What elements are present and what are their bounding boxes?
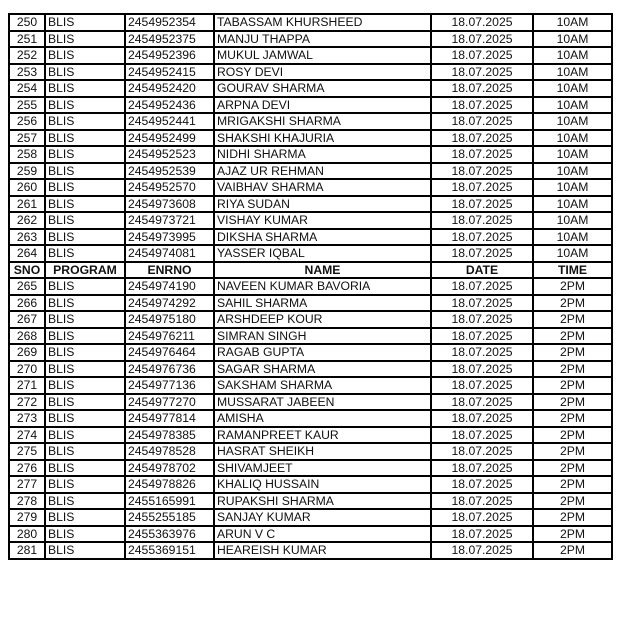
cell-sno: 261 xyxy=(9,196,45,213)
cell-program: BLIS xyxy=(45,460,125,477)
cell-sno: 263 xyxy=(9,229,45,246)
cell-program: BLIS xyxy=(45,278,125,295)
cell-name: SANJAY KUMAR xyxy=(214,509,431,526)
cell-time: 2PM xyxy=(533,443,612,460)
cell-sno: 273 xyxy=(9,410,45,427)
cell-date: 18.07.2025 xyxy=(431,377,533,394)
cell-date: 18.07.2025 xyxy=(431,509,533,526)
cell-date: 18.07.2025 xyxy=(431,427,533,444)
cell-name: HEAREISH KUMAR xyxy=(214,542,431,559)
cell-program: BLIS xyxy=(45,493,125,510)
cell-program: BLIS xyxy=(45,196,125,213)
cell-time: 10AM xyxy=(533,229,612,246)
cell-enrno: 2455255185 xyxy=(125,509,214,526)
cell-program: BLIS xyxy=(45,509,125,526)
cell-date: 18.07.2025 xyxy=(431,163,533,180)
cell-sno: 268 xyxy=(9,328,45,345)
cell-sno: 278 xyxy=(9,493,45,510)
cell-program: BLIS xyxy=(45,229,125,246)
cell-date: 18.07.2025 xyxy=(431,410,533,427)
cell-time: 2PM xyxy=(533,476,612,493)
cell-time: 2PM xyxy=(533,460,612,477)
cell-sno: 272 xyxy=(9,394,45,411)
table-row xyxy=(9,31,612,48)
cell-sno: 250 xyxy=(9,14,45,31)
cell-sno: 267 xyxy=(9,311,45,328)
cell-enrno: 2454973995 xyxy=(125,229,214,246)
cell-program: BLIS xyxy=(45,212,125,229)
cell-time: 10AM xyxy=(533,179,612,196)
cell-date: 18.07.2025 xyxy=(431,526,533,543)
cell-time: 2PM xyxy=(533,361,612,378)
table-row xyxy=(9,427,612,444)
cell-time: 2PM xyxy=(533,394,612,411)
table-row xyxy=(9,64,612,81)
cell-sno: 277 xyxy=(9,476,45,493)
cell-enrno: 2454978702 xyxy=(125,460,214,477)
rows-2pm-group xyxy=(9,278,612,559)
cell-enrno: 2454952570 xyxy=(125,179,214,196)
cell-time: 10AM xyxy=(533,245,612,262)
cell-program: BLIS xyxy=(45,179,125,196)
cell-date: 18.07.2025 xyxy=(431,493,533,510)
cell-program: BLIS xyxy=(45,14,125,31)
cell-sno: 266 xyxy=(9,295,45,312)
cell-sno: 259 xyxy=(9,163,45,180)
cell-time: 2PM xyxy=(533,328,612,345)
table-row xyxy=(9,311,612,328)
cell-time: 10AM xyxy=(533,80,612,97)
cell-enrno: 2454975180 xyxy=(125,311,214,328)
cell-enrno: 2454974081 xyxy=(125,245,214,262)
cell-sno: 257 xyxy=(9,130,45,147)
table-row xyxy=(9,146,612,163)
cell-name: AMISHA xyxy=(214,410,431,427)
cell-program: BLIS xyxy=(45,245,125,262)
cell-sno: 274 xyxy=(9,427,45,444)
cell-date: 18.07.2025 xyxy=(431,97,533,114)
table-row xyxy=(9,212,612,229)
cell-time: 10AM xyxy=(533,163,612,180)
cell-time: 2PM xyxy=(533,427,612,444)
cell-name: RAGAB GUPTA xyxy=(214,344,431,361)
cell-time: 10AM xyxy=(533,212,612,229)
cell-name: MUKUL JAMWAL xyxy=(214,47,431,64)
cell-enrno: 2455165991 xyxy=(125,493,214,510)
cell-program: BLIS xyxy=(45,361,125,378)
cell-program: BLIS xyxy=(45,47,125,64)
cell-name: VISHAY KUMAR xyxy=(214,212,431,229)
cell-sno: 253 xyxy=(9,64,45,81)
header-time: TIME xyxy=(533,262,612,279)
cell-enrno: 2454977814 xyxy=(125,410,214,427)
cell-name: GOURAV SHARMA xyxy=(214,80,431,97)
cell-sno: 269 xyxy=(9,344,45,361)
table-row xyxy=(9,361,612,378)
cell-program: BLIS xyxy=(45,130,125,147)
cell-program: BLIS xyxy=(45,295,125,312)
cell-date: 18.07.2025 xyxy=(431,179,533,196)
cell-program: BLIS xyxy=(45,377,125,394)
table-row xyxy=(9,14,612,31)
table-row xyxy=(9,80,612,97)
cell-sno: 260 xyxy=(9,179,45,196)
cell-program: BLIS xyxy=(45,443,125,460)
cell-program: BLIS xyxy=(45,31,125,48)
cell-program: BLIS xyxy=(45,97,125,114)
cell-program: BLIS xyxy=(45,394,125,411)
cell-program: BLIS xyxy=(45,311,125,328)
table-row xyxy=(9,410,612,427)
cell-name: TABASSAM KHURSHEED xyxy=(214,14,431,31)
cell-date: 18.07.2025 xyxy=(431,311,533,328)
cell-date: 18.07.2025 xyxy=(431,196,533,213)
header-enrno: ENRNO xyxy=(125,262,214,279)
cell-sno: 254 xyxy=(9,80,45,97)
cell-program: BLIS xyxy=(45,113,125,130)
cell-enrno: 2454974190 xyxy=(125,278,214,295)
cell-enrno: 2454976464 xyxy=(125,344,214,361)
cell-sno: 255 xyxy=(9,97,45,114)
cell-program: BLIS xyxy=(45,410,125,427)
table-row xyxy=(9,476,612,493)
cell-sno: 251 xyxy=(9,31,45,48)
cell-date: 18.07.2025 xyxy=(431,14,533,31)
cell-enrno: 2454952499 xyxy=(125,130,214,147)
cell-date: 18.07.2025 xyxy=(431,113,533,130)
cell-enrno: 2454976736 xyxy=(125,361,214,378)
cell-name: MRIGAKSHI SHARMA xyxy=(214,113,431,130)
table-row xyxy=(9,526,612,543)
cell-sno: 275 xyxy=(9,443,45,460)
cell-time: 10AM xyxy=(533,14,612,31)
header-date: DATE xyxy=(431,262,533,279)
cell-name: RUPAKSHI SHARMA xyxy=(214,493,431,510)
cell-name: ARSHDEEP KOUR xyxy=(214,311,431,328)
cell-date: 18.07.2025 xyxy=(431,344,533,361)
cell-date: 18.07.2025 xyxy=(431,295,533,312)
cell-enrno: 2454952396 xyxy=(125,47,214,64)
cell-sno: 258 xyxy=(9,146,45,163)
cell-time: 2PM xyxy=(533,526,612,543)
cell-enrno: 2454973608 xyxy=(125,196,214,213)
cell-date: 18.07.2025 xyxy=(431,394,533,411)
cell-time: 10AM xyxy=(533,47,612,64)
cell-date: 18.07.2025 xyxy=(431,47,533,64)
cell-date: 18.07.2025 xyxy=(431,278,533,295)
cell-date: 18.07.2025 xyxy=(431,229,533,246)
cell-date: 18.07.2025 xyxy=(431,328,533,345)
cell-time: 10AM xyxy=(533,113,612,130)
cell-program: BLIS xyxy=(45,328,125,345)
table-row xyxy=(9,493,612,510)
cell-name: SHAKSHI KHAJURIA xyxy=(214,130,431,147)
cell-program: BLIS xyxy=(45,476,125,493)
cell-name: ARPNA DEVI xyxy=(214,97,431,114)
cell-time: 2PM xyxy=(533,377,612,394)
cell-name: VAIBHAV SHARMA xyxy=(214,179,431,196)
cell-program: BLIS xyxy=(45,344,125,361)
cell-enrno: 2454978826 xyxy=(125,476,214,493)
cell-enrno: 2454952441 xyxy=(125,113,214,130)
cell-enrno: 2454952539 xyxy=(125,163,214,180)
cell-name: SAHIL SHARMA xyxy=(214,295,431,312)
cell-name: MANJU THAPPA xyxy=(214,31,431,48)
header-row xyxy=(9,262,612,279)
cell-program: BLIS xyxy=(45,146,125,163)
cell-enrno: 2454952354 xyxy=(125,14,214,31)
cell-name: SAGAR SHARMA xyxy=(214,361,431,378)
cell-time: 10AM xyxy=(533,146,612,163)
table-row xyxy=(9,130,612,147)
cell-date: 18.07.2025 xyxy=(431,146,533,163)
cell-time: 2PM xyxy=(533,344,612,361)
header-name: NAME xyxy=(214,262,431,279)
cell-name: MUSSARAT JABEEN xyxy=(214,394,431,411)
cell-name: YASSER IQBAL xyxy=(214,245,431,262)
cell-date: 18.07.2025 xyxy=(431,460,533,477)
cell-sno: 276 xyxy=(9,460,45,477)
cell-name: AJAZ UR REHMAN xyxy=(214,163,431,180)
cell-enrno: 2454952436 xyxy=(125,97,214,114)
cell-time: 10AM xyxy=(533,130,612,147)
cell-enrno: 2454974292 xyxy=(125,295,214,312)
cell-time: 10AM xyxy=(533,196,612,213)
student-schedule-table xyxy=(8,13,613,560)
header-sno: SNO xyxy=(9,262,45,279)
cell-sno: 279 xyxy=(9,509,45,526)
rows-10am-group xyxy=(9,14,612,262)
cell-sno: 270 xyxy=(9,361,45,378)
cell-name: HASRAT SHEIKH xyxy=(214,443,431,460)
cell-name: KHALIQ HUSSAIN xyxy=(214,476,431,493)
table-row xyxy=(9,196,612,213)
table-row xyxy=(9,245,612,262)
cell-enrno: 2454976211 xyxy=(125,328,214,345)
cell-sno: 280 xyxy=(9,526,45,543)
cell-sno: 252 xyxy=(9,47,45,64)
cell-program: BLIS xyxy=(45,526,125,543)
cell-enrno: 2454977270 xyxy=(125,394,214,411)
cell-date: 18.07.2025 xyxy=(431,212,533,229)
cell-name: RAMANPREET KAUR xyxy=(214,427,431,444)
cell-sno: 271 xyxy=(9,377,45,394)
table-row xyxy=(9,47,612,64)
cell-name: RIYA SUDAN xyxy=(214,196,431,213)
cell-enrno: 2454978528 xyxy=(125,443,214,460)
cell-date: 18.07.2025 xyxy=(431,245,533,262)
cell-enrno: 2454978385 xyxy=(125,427,214,444)
cell-program: BLIS xyxy=(45,64,125,81)
cell-sno: 256 xyxy=(9,113,45,130)
cell-program: BLIS xyxy=(45,163,125,180)
cell-sno: 265 xyxy=(9,278,45,295)
cell-sno: 264 xyxy=(9,245,45,262)
header-group xyxy=(9,262,612,279)
cell-date: 18.07.2025 xyxy=(431,361,533,378)
cell-sno: 281 xyxy=(9,542,45,559)
table-row xyxy=(9,509,612,526)
cell-name: DIKSHA SHARMA xyxy=(214,229,431,246)
table-row xyxy=(9,377,612,394)
table-row xyxy=(9,179,612,196)
cell-name: SAKSHAM SHARMA xyxy=(214,377,431,394)
cell-enrno: 2454977136 xyxy=(125,377,214,394)
cell-time: 2PM xyxy=(533,509,612,526)
table-row xyxy=(9,113,612,130)
cell-enrno: 2454952420 xyxy=(125,80,214,97)
cell-time: 2PM xyxy=(533,295,612,312)
table-row xyxy=(9,229,612,246)
cell-date: 18.07.2025 xyxy=(431,31,533,48)
cell-time: 10AM xyxy=(533,64,612,81)
cell-enrno: 2454952375 xyxy=(125,31,214,48)
cell-date: 18.07.2025 xyxy=(431,80,533,97)
cell-sno: 262 xyxy=(9,212,45,229)
cell-name: NAVEEN KUMAR BAVORIA xyxy=(214,278,431,295)
cell-time: 2PM xyxy=(533,278,612,295)
cell-program: BLIS xyxy=(45,80,125,97)
table-row xyxy=(9,443,612,460)
cell-date: 18.07.2025 xyxy=(431,443,533,460)
cell-date: 18.07.2025 xyxy=(431,64,533,81)
table-row xyxy=(9,295,612,312)
table-row xyxy=(9,344,612,361)
cell-enrno: 2454973721 xyxy=(125,212,214,229)
table-row xyxy=(9,163,612,180)
cell-time: 2PM xyxy=(533,493,612,510)
cell-date: 18.07.2025 xyxy=(431,130,533,147)
cell-time: 2PM xyxy=(533,410,612,427)
table-row xyxy=(9,278,612,295)
cell-time: 2PM xyxy=(533,542,612,559)
header-program: PROGRAM xyxy=(45,262,125,279)
table-row xyxy=(9,460,612,477)
table-row xyxy=(9,542,612,559)
cell-program: BLIS xyxy=(45,542,125,559)
cell-enrno: 2455369151 xyxy=(125,542,214,559)
cell-name: SHIVAMJEET xyxy=(214,460,431,477)
cell-name: ARUN V C xyxy=(214,526,431,543)
cell-date: 18.07.2025 xyxy=(431,542,533,559)
table-row xyxy=(9,394,612,411)
cell-name: NIDHI SHARMA xyxy=(214,146,431,163)
cell-enrno: 2454952415 xyxy=(125,64,214,81)
cell-time: 10AM xyxy=(533,97,612,114)
table-row xyxy=(9,97,612,114)
cell-time: 2PM xyxy=(533,311,612,328)
cell-time: 10AM xyxy=(533,31,612,48)
cell-enrno: 2455363976 xyxy=(125,526,214,543)
cell-enrno: 2454952523 xyxy=(125,146,214,163)
cell-name: ROSY DEVI xyxy=(214,64,431,81)
table-row xyxy=(9,328,612,345)
cell-program: BLIS xyxy=(45,427,125,444)
cell-date: 18.07.2025 xyxy=(431,476,533,493)
cell-name: SIMRAN SINGH xyxy=(214,328,431,345)
